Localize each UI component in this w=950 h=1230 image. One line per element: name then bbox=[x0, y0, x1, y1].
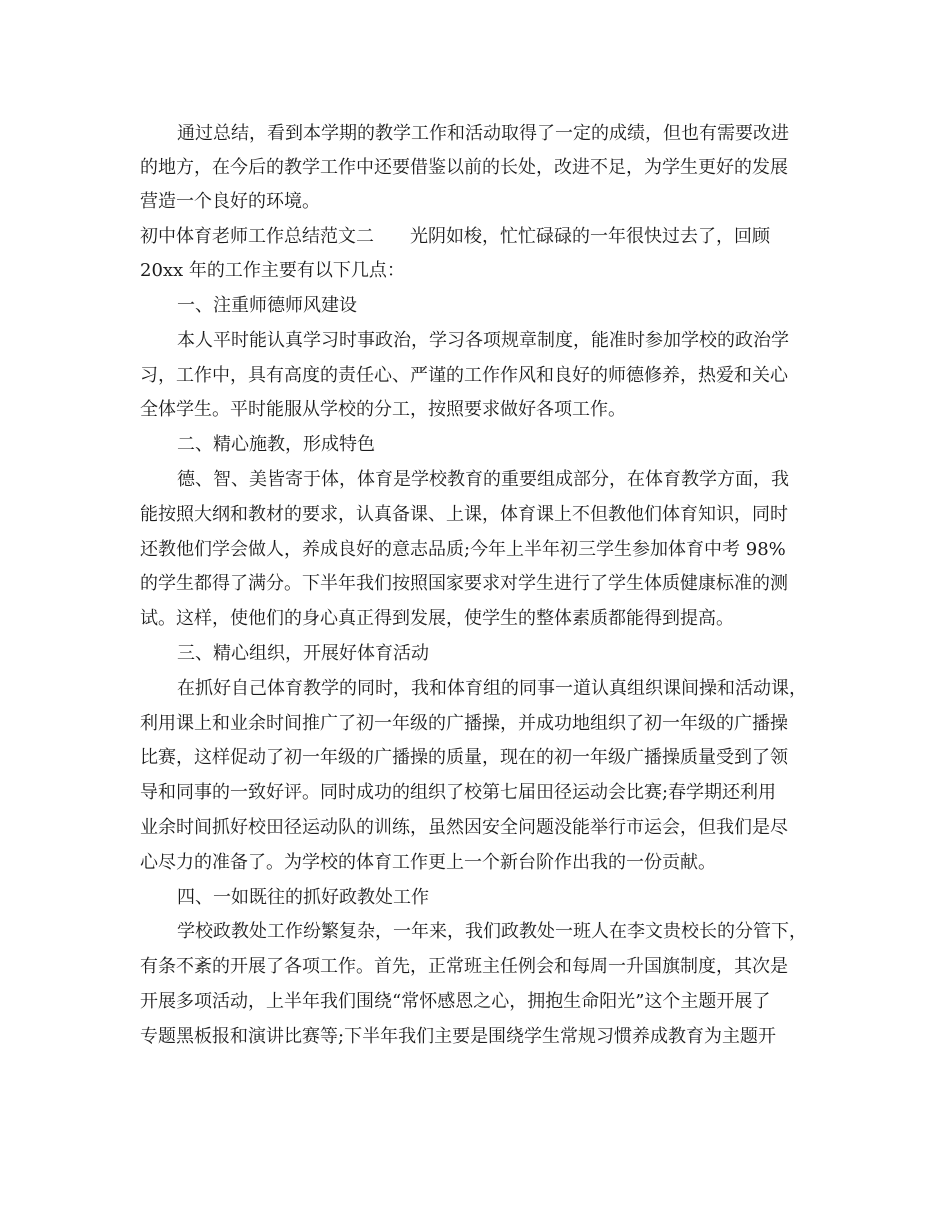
text-line: 全体学生。平时能服从学校的分工，按照要求做好各项工作。 bbox=[140, 399, 626, 420]
section-heading: 四、一如既往的抓好政教处工作 bbox=[177, 887, 429, 908]
text-line: 的地方，在今后的教学工作中还要借鉴以前的长处，改进不足，为学生更好的发展 bbox=[140, 157, 788, 178]
text-line: 有条不紊的开展了各项工作。首先，正常班主任例会和每周一升国旗制度，其次是 bbox=[140, 956, 788, 977]
text-line: 开展多项活动，上半年我们围绕“常怀感恩之心，拥抱生命阳光”这个主题开展了 bbox=[140, 991, 771, 1012]
text-line: 的学生都得了满分。下半年我们按照国家要求对学生进行了学生体质健康标准的测 bbox=[140, 573, 788, 594]
text-line: 能按照大纲和教材的要求，认真备课、上课，体育课上不但教他们体育知识，同时 bbox=[140, 504, 788, 525]
text-line: 还教他们学会做人，养成良好的意志品质;今年上半年初三学生参加体育中考 98% bbox=[140, 539, 786, 560]
text-line: 学校政教处工作纷繁复杂，一年来，我们政教处一班人在李文贵校长的分管下， bbox=[177, 921, 807, 942]
text-line: 在抓好自己体育教学的同时，我和体育组的同事一道认真组织课间操和活动课， bbox=[177, 678, 807, 699]
section-heading: 三、精心组织，开展好体育活动 bbox=[177, 643, 429, 664]
text-line: 德、智、美皆寄于体，体育是学校教育的重要组成部分，在体育教学方面，我 bbox=[177, 469, 789, 490]
section-heading: 二、精心施教，形成特色 bbox=[177, 434, 375, 455]
text-line: 本人平时能认真学习时事政治，学习各项规章制度，能准时参加学校的政治学 bbox=[177, 330, 789, 351]
text-line: 通过总结，看到本学期的教学工作和活动取得了一定的成绩，但也有需要改进 bbox=[177, 123, 789, 144]
text-line: 业余时间抓好校田径运动队的训练，虽然因安全问题没能举行市运会，但我们是尽 bbox=[140, 817, 788, 838]
text-line: 利用课上和业余时间推广了初一年级的广播操，并成功地组织了初一年级的广播操 bbox=[140, 713, 788, 734]
text-line: 营造一个良好的环境。 bbox=[140, 191, 320, 212]
text-line: 习，工作中，具有高度的责任心、严谨的工作作风和良好的师德修养，热爱和关心 bbox=[140, 365, 788, 386]
text-line: 专题黑板报和演讲比赛等;下半年我们主要是围绕学生常规习惯养成教育为主题开 bbox=[140, 1026, 777, 1047]
text-line: 试。这样，使他们的身心真正得到发展，使学生的整体素质都能得到提高。 bbox=[140, 608, 734, 629]
text-line: 心尽力的准备了。为学校的体育工作更上一个新台阶作出我的一份贡献。 bbox=[140, 852, 716, 873]
text-line: 比赛，这样促动了初一年级的广播操的质量，现在的初一年级广播操质量受到了领 bbox=[140, 747, 788, 768]
text-line: 20xx 年的工作主要有以下几点： bbox=[140, 260, 405, 281]
text-line: 初中体育老师工作总结范文二 光阴如梭，忙忙碌碌的一年很快过去了，回顾 bbox=[140, 226, 770, 247]
text-line: 导和同事的一致好评。同时成功的组织了校第七届田径运动会比赛;春学期还利用 bbox=[140, 782, 777, 803]
section-heading: 一、注重师德师风建设 bbox=[177, 295, 357, 316]
